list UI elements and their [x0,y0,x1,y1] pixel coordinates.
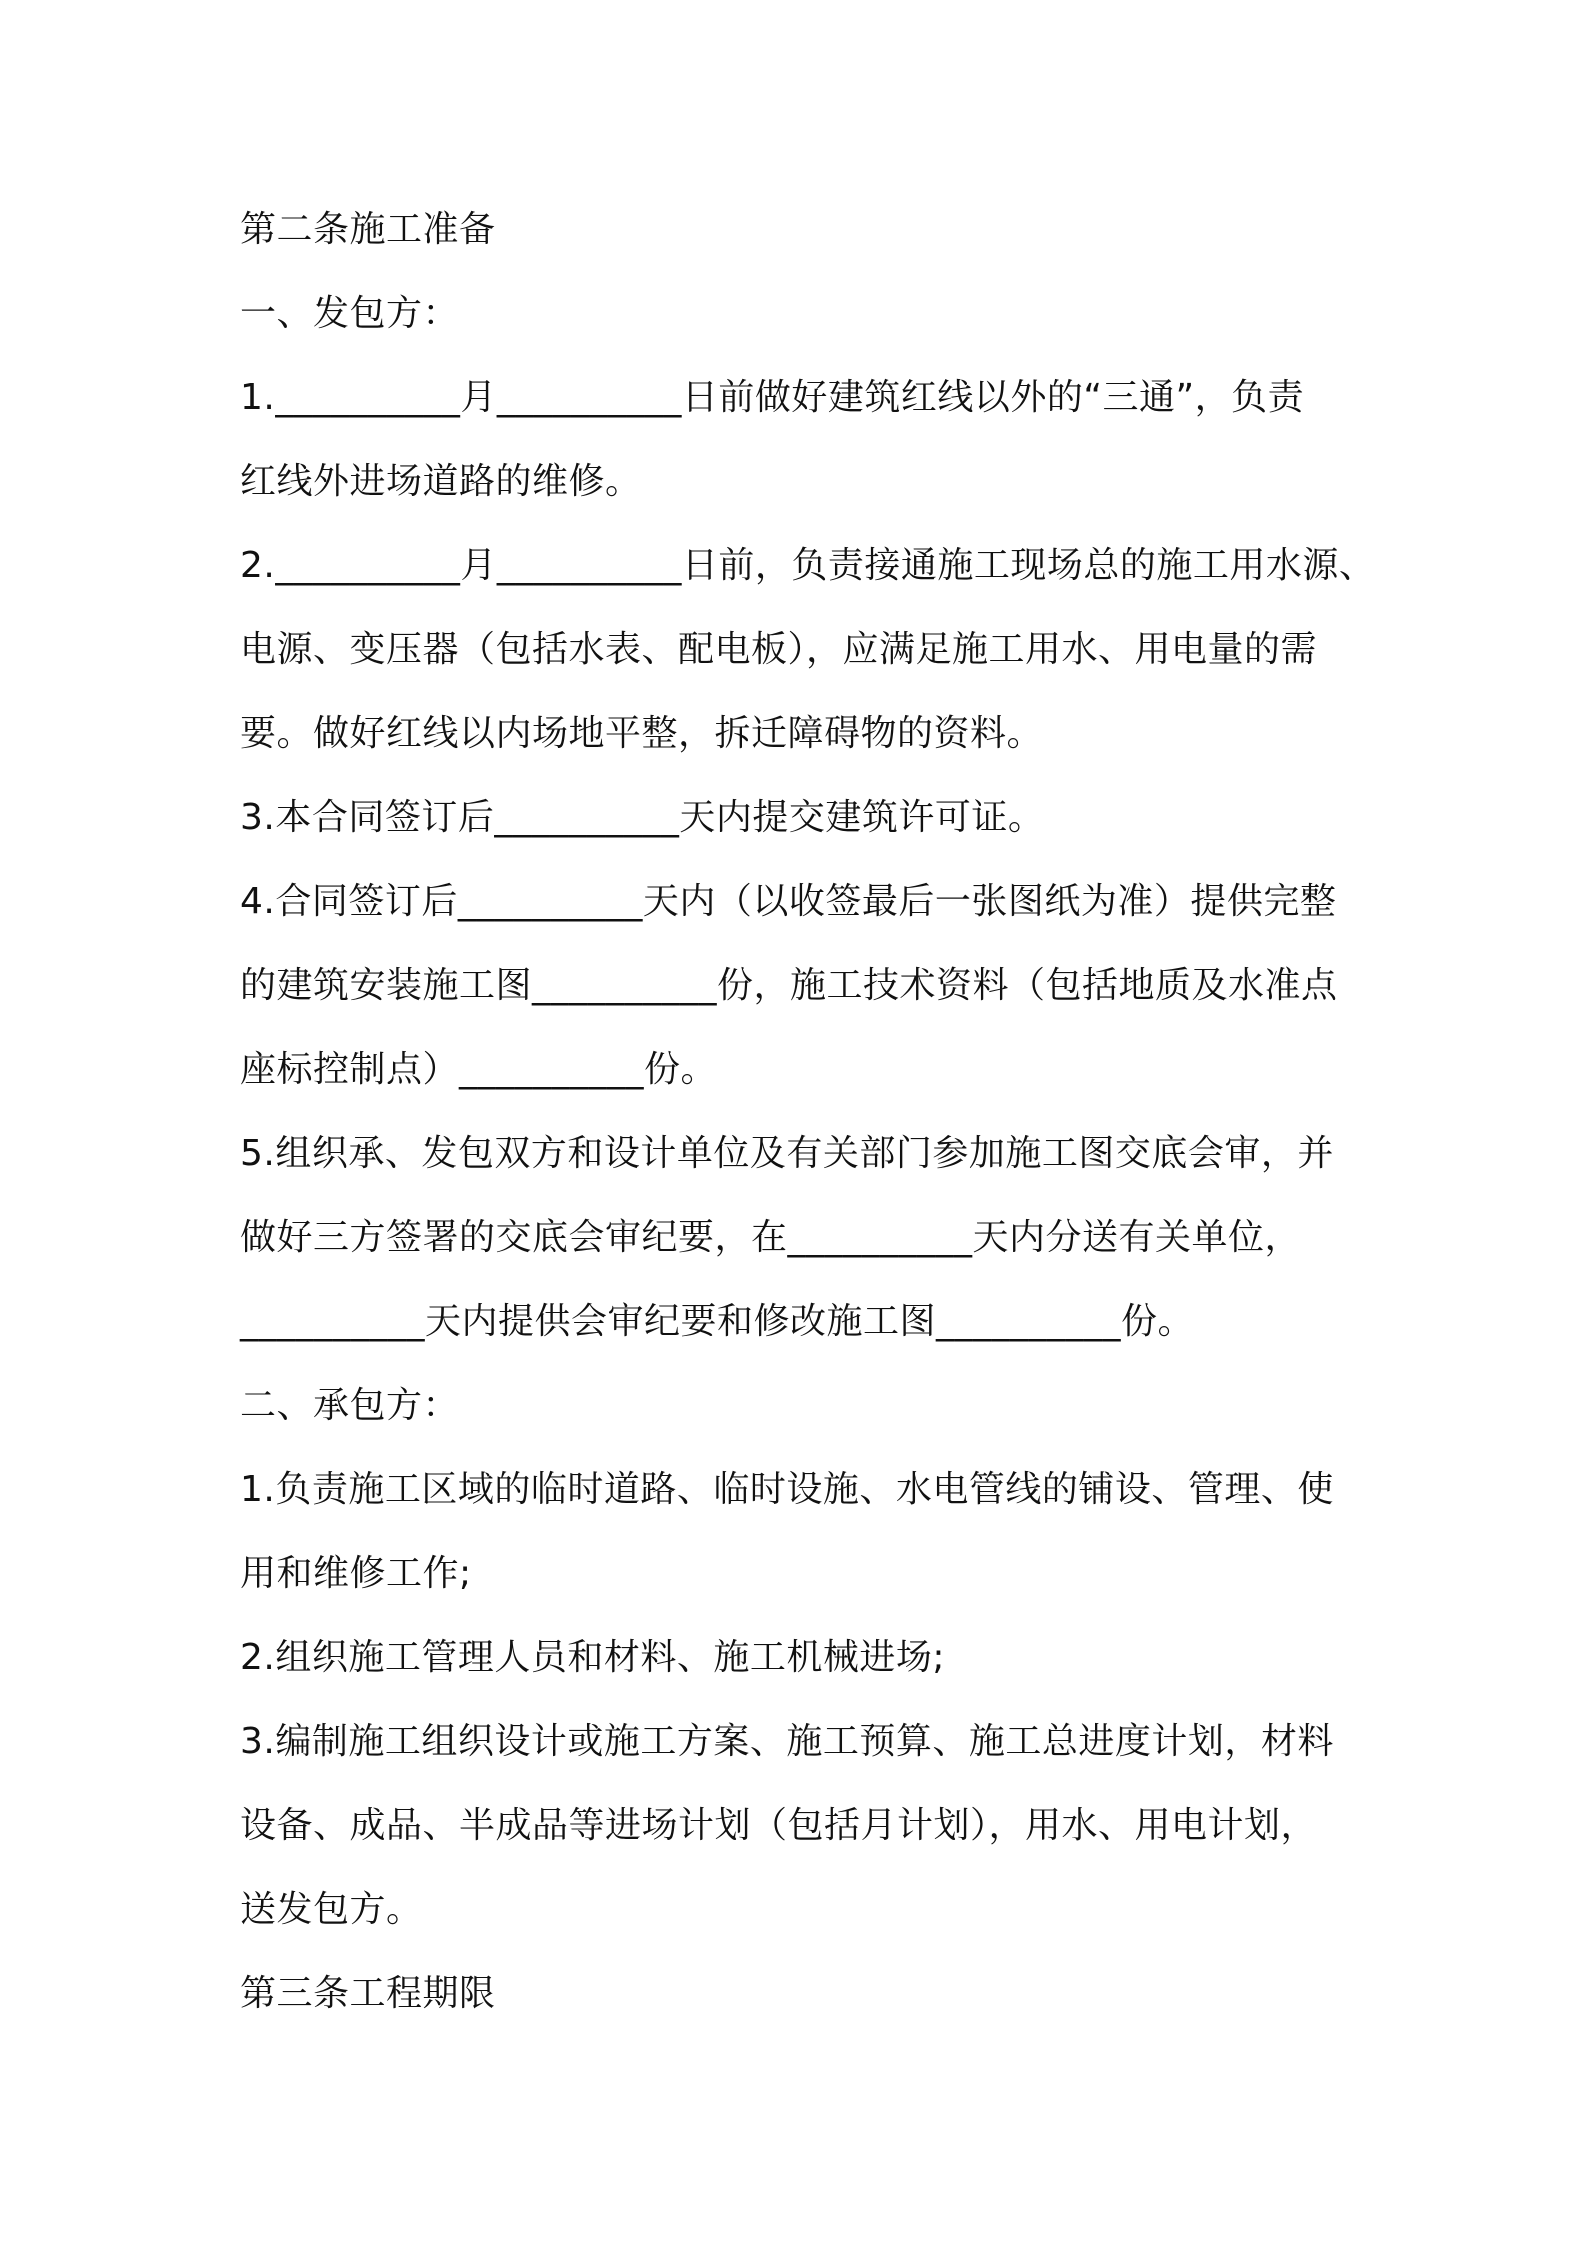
owner-item-1-line-2: 红线外进场道路的维修。 [240,461,642,502]
contractor-item-1-line-2: 用和维修工作; [240,1553,472,1594]
contractor-item-3-line-3: 送发包方。 [240,1889,423,1930]
owner-item-5-line-1: 5.组织承、发包双方和设计单位及有关部门参加施工图交底会审，并 [240,1133,1334,1174]
owner-item-2-line-1: 2.__________月__________日前，负责接通施工现场总的施工用水源、 [240,545,1376,586]
contractor-item-3-line-2: 设备、成品、半成品等进场计划（包括月计划），用水、用电计划， [240,1805,1318,1846]
contractor-item-3-line-1: 3.编制施工组织设计或施工方案、施工预算、施工总进度计划，材料 [240,1721,1334,1762]
owner-item-4-line-3: 座标控制点）__________份。 [240,1049,718,1090]
owner-item-2-line-3: 要。做好红线以内场地平整，拆迁障碍物的资料。 [240,713,1044,754]
section-2-heading: 第二条施工准备 [240,209,496,250]
owner-item-1-line-1: 1.__________月__________日前做好建筑红线以外的“三通”，负责 [240,377,1305,418]
owner-item-4-line-1: 4.合同签订后__________天内（以收签最后一张图纸为准）提供完整 [240,881,1337,922]
owner-item-3-line-1: 3.本合同签订后__________天内提交建筑许可证。 [240,797,1045,838]
contractor-item-1-line-1: 1.负责施工区域的临时道路、临时设施、水电管线的铺设、管理、使 [240,1469,1334,1510]
owner-heading: 一、发包方： [240,293,460,334]
owner-item-5-line-3: __________天内提供会审纪要和修改施工图__________份。 [240,1301,1195,1342]
section-3-heading: 第三条工程期限 [240,1973,496,2014]
owner-item-5-line-2: 做好三方签署的交底会审纪要，在__________天内分送有关单位， [240,1217,1302,1258]
contractor-heading: 二、承包方： [240,1385,460,1426]
contractor-item-2-line-1: 2.组织施工管理人员和材料、施工机械进场; [240,1637,945,1678]
owner-item-4-line-2: 的建筑安装施工图__________份，施工技术资料（包括地质及水准点 [240,965,1338,1006]
owner-item-2-line-2: 电源、变压器（包括水表、配电板），应满足施工用水、用电量的需 [240,629,1318,670]
